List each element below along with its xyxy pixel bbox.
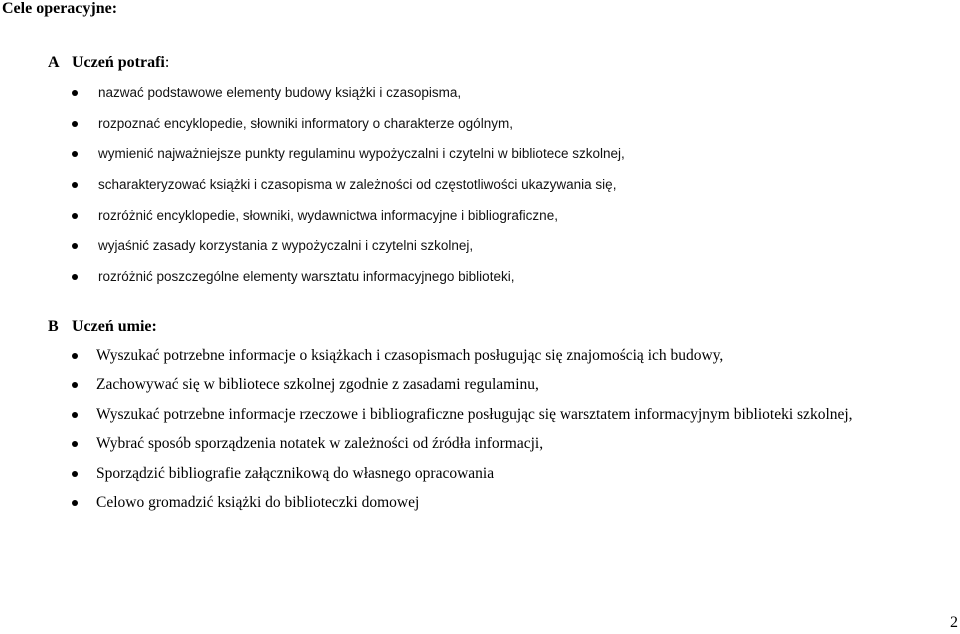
bullet-icon [72, 213, 78, 219]
bullet-icon [72, 353, 78, 359]
section-a-letter: A [48, 54, 60, 71]
section-a-header [48, 54, 169, 72]
list-item-text: Sporządzić bibliografie załącznikową do własnego opracowania [96, 464, 495, 482]
list-item-text: scharakteryzować książki i czasopisma w zależności od częstotliwości ukazywania się, [98, 177, 617, 193]
list-item-text: Wybrać sposób sporządzenia notatek w zależności od źródła informacji, [96, 435, 544, 453]
list-item-text: Wyszukać potrzebne informacje rzeczowe i bibliograficzne posługując się warsztatem informacyjnym biblioteki szkolnej, [96, 405, 853, 423]
list-item-text: wyjaśnić zasady korzystania z wypożyczalni i czytelni szkolnej, [98, 238, 474, 254]
list-item-text: rozróżnić encyklopedie, słowniki, wydawnictwa informacyjne i bibliograficzne, [98, 207, 558, 223]
bullet-icon [72, 90, 78, 96]
bullet-icon [72, 274, 78, 280]
list-item-text: Zachowywać się w bibliotece szkolnej zgodnie z zasadami regulaminu, [96, 376, 539, 394]
page-title: Cele operacyjne: [2, 0, 118, 17]
list-item-text: rozpoznać encyklopedie, słowniki informatory o charakterze ogólnym, [98, 115, 513, 131]
section-b-header [48, 318, 157, 336]
list-item-text: rozróżnić poszczególne elementy warsztatu informacyjnego biblioteki, [98, 269, 515, 285]
bullet-icon [72, 243, 78, 249]
bullet-icon [72, 441, 78, 447]
page-number: 2 [950, 614, 958, 631]
list-item-text: wymienić najważniejsze punkty regulaminu wypożyczalni i czytelni w bibliotece szkolnej, [98, 146, 625, 162]
bullet-icon [72, 151, 78, 157]
bullet-icon [72, 412, 78, 418]
bullet-icon [72, 121, 78, 127]
bullet-icon [72, 471, 78, 477]
section-b-letter: B [48, 318, 59, 335]
section-a-title: Uczeń potrafi [72, 54, 165, 71]
bullet-icon [72, 182, 78, 188]
list-item-text: Wyszukać potrzebne informacje o książkach i czasopismach posługując się znajomością ich budowy, [96, 347, 724, 364]
section-b-title: Uczeń umie: [72, 318, 157, 335]
list-item-text: Celowo gromadzić książki do biblioteczki domowej [96, 493, 420, 511]
bullet-icon [72, 500, 78, 506]
list-item-text: nazwać podstawowe elementy budowy książki i czasopisma, [98, 85, 462, 100]
bullet-icon [72, 382, 78, 388]
section-a-title-suffix: : [164, 54, 170, 71]
